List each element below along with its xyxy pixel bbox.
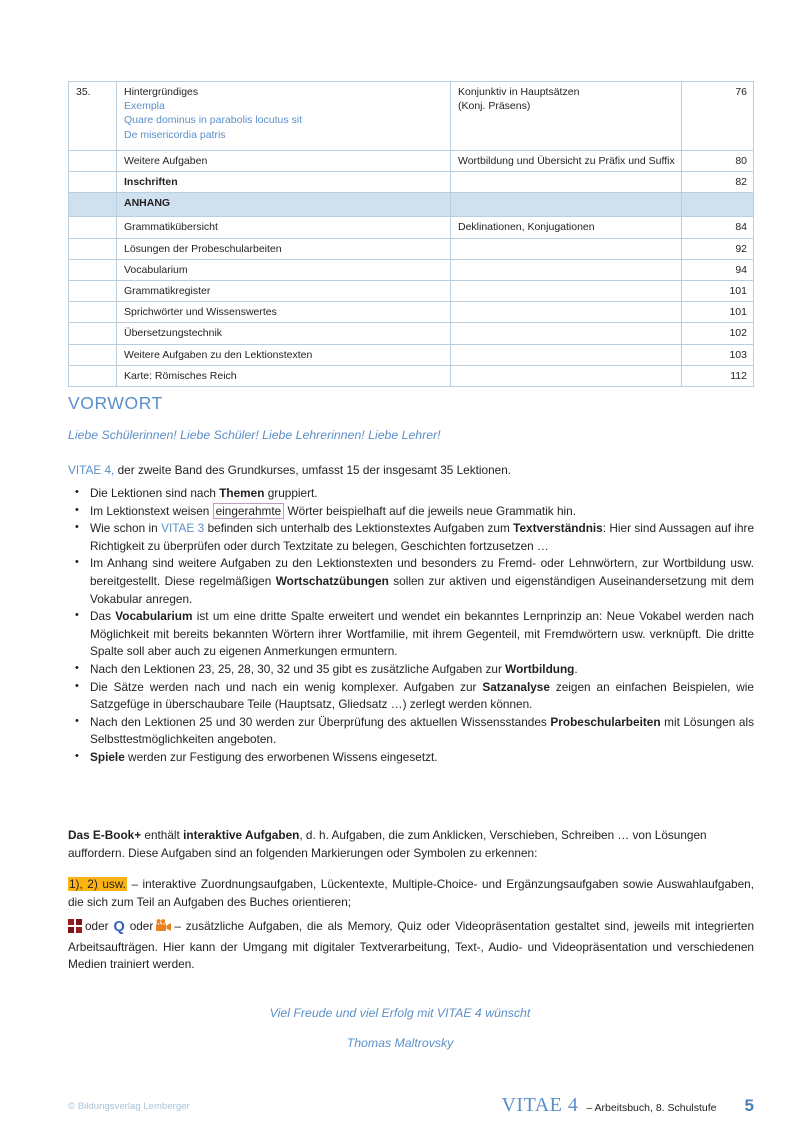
toc-table	[68, 81, 754, 387]
b1-c: gruppiert.	[264, 486, 318, 500]
salutation: Liebe Schülerinnen! Liebe Schüler! Liebe Lehrerinnen! Liebe Lehrer!	[68, 428, 441, 442]
b3-bold: Textverständnis	[513, 521, 603, 536]
b1-b: Themen	[219, 486, 265, 500]
table-row	[69, 344, 754, 365]
b5-bold: Vocabularium	[115, 609, 193, 624]
list-item	[68, 555, 754, 608]
toc-grammar: Wortbildung und Übersicht zu Präfix und Suffix	[451, 151, 682, 172]
b6-bold: Wortbildung	[505, 661, 575, 676]
toc-title: Sprichwörter und Wissenswertes	[117, 302, 451, 323]
list-item	[68, 679, 754, 714]
quiz-q-icon: Q	[113, 919, 125, 935]
toc-grammar	[451, 302, 682, 323]
toc-title: Vocabularium	[117, 259, 451, 280]
toc-page: 112	[682, 365, 754, 386]
toc-title: Grammatikregister	[117, 281, 451, 302]
b3-c: : Hier sind Aussagen auf ihre Richtigkeit zu überprüfen oder durch Textzitate zu belegen, Geschichten fortzusetzen …	[90, 521, 755, 553]
toc-title-main: Hintergründiges	[124, 86, 199, 98]
toc-number	[69, 281, 117, 302]
table-row	[69, 302, 754, 323]
toc-title: Weitere Aufgaben	[117, 151, 451, 172]
table-row	[69, 238, 754, 259]
toc-grammar: Deklinationen, Konjugationen	[451, 217, 682, 238]
marker-paragraph	[68, 876, 754, 911]
toc-number	[69, 238, 117, 259]
list-item	[68, 749, 754, 767]
list-item	[68, 661, 754, 679]
toc-number	[69, 365, 117, 386]
icons-oder-2: oder	[129, 919, 154, 933]
list-item	[68, 714, 754, 749]
b6-c: .	[574, 661, 578, 676]
b2-a: Im Lektionstext weisen	[90, 503, 213, 518]
toc-grammar-line-1: Konjunktiv in Hauptsätzen	[458, 86, 580, 98]
page-title: VORWORT	[68, 393, 163, 413]
intro-text: der zweite Band des Grundkurses, umfasst 15 der insgesamt 35 Lektionen.	[114, 463, 512, 477]
toc-number	[69, 193, 117, 217]
memory-cards-icon	[68, 919, 82, 933]
b9-bold: Spiele	[90, 749, 125, 764]
toc-number	[69, 151, 117, 172]
ebook-lead-bold: Das E-Book+	[68, 828, 142, 842]
b8-c: mit Lösungen als Selbsttestmöglichkeiten angeboten.	[90, 714, 755, 747]
b4-c: sollen zur aktiven und eigenständigen Auseinandersetzung mit dem Vokabular anregen.	[90, 573, 754, 606]
toc-grammar-line-2: (Konj. Präsens)	[458, 100, 531, 113]
ebook-lead-rest: , d. h. Aufgaben, die zum Anklicken, Verschieben, Schreiben … von Lösungen auffordern. Diese Aufgaben sind an folgenden Markierungen oder Symbolen zu erkennen:	[68, 828, 707, 860]
toc-page: 101	[682, 302, 754, 323]
toc-title	[117, 82, 451, 151]
toc-number	[69, 323, 117, 344]
closing-line-1: Viel Freude und viel Erfolg mit VITAE 4 wünscht	[269, 1006, 531, 1020]
intro-brand: VITAE 4,	[68, 463, 115, 477]
b2-c: Wörter beispielhaft auf die jeweils neue Grammatik hin.	[284, 503, 576, 518]
table-row	[69, 82, 754, 151]
table-row-section-anhang	[69, 193, 754, 217]
b5-c: ist um eine dritte Spalte erweitert und wendet ein bekanntes Lernprinzip an: Neue Vokabel werden nach Möglichkeit mit bereits bekannten Wörtern ihrer Wortfamilie, mit ihrem Gegenteil, mit Fremdwörtern usw. verknüpft. Die dritte Spalte soll aber auch zu eigenen Anmerkungen ermuntern.	[90, 609, 754, 659]
table-row	[69, 259, 754, 280]
toc-grammar	[451, 82, 682, 151]
toc-grammar	[451, 365, 682, 386]
page-number: 5	[744, 1096, 754, 1115]
ebook-lead-bold2: interaktive Aufgaben	[183, 828, 300, 842]
b7-bold: Satzanalyse	[482, 679, 550, 694]
b6-a: Nach den Lektionen 23, 25, 28, 30, 32 und 35 gibt es zusätzliche Aufgaben zur	[90, 661, 506, 676]
toc-title: Übersetzungstechnik	[117, 323, 451, 344]
b7-a: Die Sätze werden nach und nach ein wenig komplexer. Aufgaben zur	[90, 679, 483, 694]
b7-c: zeigen an einfachen Beispielen, wie Satzgefüge in überschaubare Teile (Hauptsatz, Gliedsatz …) zerlegt werden können.	[90, 679, 754, 712]
toc-subtitle-2: Quare dominus in parabolis locutus sit	[124, 114, 303, 127]
b9-c: werden zur Festigung des erworbenen Wissens eingesetzt.	[124, 749, 438, 764]
list-item	[68, 608, 754, 661]
toc-title: Weitere Aufgaben zu den Lektionstexten	[117, 344, 451, 365]
video-camera-icon	[155, 919, 172, 939]
toc-grammar	[451, 323, 682, 344]
toc-number	[69, 217, 117, 238]
intro-paragraph	[68, 462, 758, 478]
b4-a: Im Anhang sind weitere Aufgaben zu den Lektionstexten und besonders zu Fremd- oder Lehnwörtern, zur Wortbildung usw. bereitgestellt. Diese regelmäßigen	[90, 556, 754, 588]
feature-bullet-list	[68, 485, 754, 767]
footer-subtitle: – Arbeitsbuch, 8. Schulstufe	[586, 1102, 717, 1114]
table-of-contents	[68, 81, 754, 387]
toc-number	[69, 172, 117, 193]
toc-subtitle-1: Exempla	[124, 100, 165, 113]
toc-title: Lösungen der Probeschularbeiten	[117, 238, 451, 259]
list-item	[68, 485, 754, 503]
table-row	[69, 281, 754, 302]
toc-title: Inschriften	[117, 172, 451, 193]
ebook-paragraph	[68, 827, 754, 862]
toc-grammar	[451, 172, 682, 193]
toc-subtitle-3: De misericordia patris	[124, 128, 226, 141]
author-signature: Thomas Maltrovsky	[346, 1036, 454, 1050]
numbering-highlight: 1), 2) usw.	[69, 877, 126, 891]
toc-number	[69, 344, 117, 365]
toc-number	[69, 302, 117, 323]
list-item	[68, 503, 754, 521]
toc-page: 76	[682, 82, 754, 151]
b8-a: Nach den Lektionen 25 und 30 werden zur Überprüfung des aktuellen Wissensstandes	[90, 714, 551, 729]
toc-grammar	[451, 281, 682, 302]
table-row	[69, 365, 754, 386]
table-row	[69, 217, 754, 238]
table-row	[69, 323, 754, 344]
boxed-word: eingerahmte	[213, 503, 285, 519]
toc-number	[69, 259, 117, 280]
toc-grammar	[451, 238, 682, 259]
toc-page: 101	[682, 281, 754, 302]
table-row	[69, 172, 754, 193]
list-item	[68, 520, 754, 555]
ebook-lead-mid: enthält	[141, 828, 184, 842]
b3-brand: VITAE 3	[161, 521, 205, 536]
toc-grammar	[451, 344, 682, 365]
toc-page: 103	[682, 344, 754, 365]
toc-page: 102	[682, 323, 754, 344]
b3-b: befinden sich unterhalb des Lektionstextes Aufgaben zum	[204, 521, 514, 536]
b3-a: Wie schon in	[90, 521, 162, 536]
toc-page	[682, 193, 754, 217]
toc-title: Karte: Römisches Reich	[117, 365, 451, 386]
toc-grammar	[451, 193, 682, 217]
footer-brand-block	[501, 1094, 754, 1117]
toc-page: 92	[682, 238, 754, 259]
toc-section-title: ANHANG	[117, 193, 451, 217]
toc-page: 94	[682, 259, 754, 280]
icons-paragraph	[68, 918, 754, 974]
footer-brand: VITAE 4	[501, 1094, 579, 1116]
toc-page: 82	[682, 172, 754, 193]
b1-a: Die Lektionen sind nach	[90, 486, 220, 500]
marker-rest: – interaktive Zuordnungsaufgaben, Lückentexte, Multiple-Choice- und Ergänzungsaufgaben sowie Auswahlaufgaben, die sich zum Teil an Aufgaben des Buches orientieren;	[68, 877, 754, 909]
b4-bold: Wortschatzübungen	[275, 573, 389, 588]
copyright-notice: © Bildungsverlag Lemberger	[68, 1101, 190, 1112]
b8-bold: Probeschularbeiten	[550, 714, 661, 729]
toc-page: 80	[682, 151, 754, 172]
icons-rest: – zusätzliche Aufgaben, die als Memory, Quiz oder Videopräsentation gestaltet sind, jeweils mit integrierten Arbeitsaufträgen. Hier kann der Umgang mit digitaler Textverarbeitung, Text-, Audio- und Videopräsentation und verschiedenen Medien trainiert werden.	[68, 919, 755, 972]
table-row	[69, 151, 754, 172]
toc-page: 84	[682, 217, 754, 238]
toc-number: 35.	[69, 82, 117, 151]
toc-title: Grammatikübersicht	[117, 217, 451, 238]
icons-oder-1: oder	[85, 919, 109, 933]
b5-a: Das	[90, 609, 116, 624]
toc-grammar	[451, 259, 682, 280]
